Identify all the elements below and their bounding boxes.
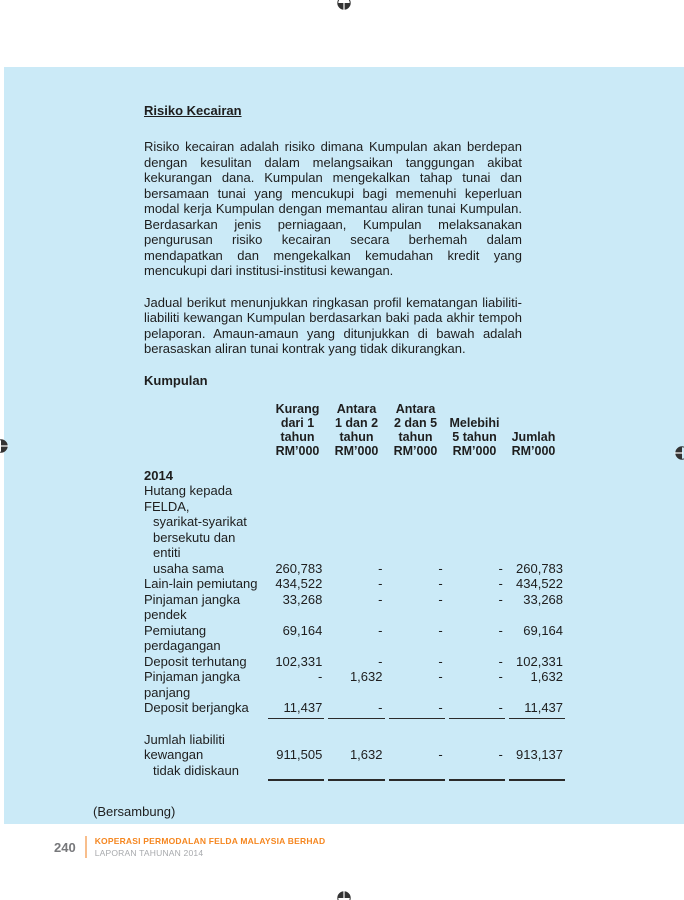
column-header-line: RM’000 <box>393 443 438 458</box>
cell-value: 1,632 <box>530 669 564 684</box>
table-row <box>144 654 565 670</box>
cell-value: - <box>328 700 384 719</box>
row-label <box>144 654 264 670</box>
column-header-3 <box>447 416 502 458</box>
page-footer <box>54 836 325 858</box>
row-label-line: Pinjaman jangka <box>144 669 241 684</box>
cell-value: 434,522 <box>275 576 323 591</box>
section-title: Risiko Kecairan <box>144 103 242 118</box>
column-header-line: tahun <box>398 429 433 444</box>
row-label <box>144 700 264 716</box>
row-label-line: usaha sama <box>153 560 224 576</box>
row-label-line: Jumlah liabiliti <box>144 731 225 747</box>
group-heading: Kumpulan <box>144 372 208 388</box>
cell-value: 33,268 <box>282 591 323 607</box>
table-row <box>144 669 565 700</box>
cell-value: - <box>498 591 503 607</box>
column-header-line: 2 dan 5 <box>393 415 438 430</box>
column-header-line: tahun <box>339 429 374 444</box>
column-header-1 <box>329 402 384 458</box>
cell-value: - <box>498 653 503 669</box>
table-row <box>144 576 565 592</box>
cell-value: - <box>449 700 505 719</box>
footer-report-title: LAPORAN TAHUNAN 2014 <box>94 848 204 858</box>
row-label-line: perdagangan <box>144 638 221 653</box>
column-header-line: Antara <box>336 401 377 416</box>
row-label <box>144 623 264 654</box>
cell-value: 102,331 <box>275 653 323 669</box>
table-year-label: 2014 <box>144 467 173 483</box>
maturity-table <box>144 402 565 781</box>
registration-mark-top-icon <box>336 0 352 11</box>
column-header-line: RM’000 <box>511 443 556 458</box>
table-row <box>144 623 565 654</box>
cell-value: - <box>438 576 443 591</box>
cell-value: 102,331 <box>516 653 564 669</box>
column-header-line: dari 1 <box>280 415 315 430</box>
cell-value: 260,783 <box>516 560 564 576</box>
row-label-line: Deposit terhutang <box>144 653 247 669</box>
column-header-line: tahun <box>280 429 315 444</box>
row-label <box>144 732 264 779</box>
cell-value: 434,522 <box>516 576 564 591</box>
cell-value: 911,505 <box>268 732 324 781</box>
row-label-line: tidak didiskaun <box>153 762 239 778</box>
cell-value: 11,437 <box>268 700 324 719</box>
column-header-line: RM’000 <box>452 443 497 458</box>
cell-value: 33,268 <box>523 591 564 607</box>
table-header-row <box>144 402 565 458</box>
cell-value: - <box>498 560 503 576</box>
column-header-0 <box>270 402 325 458</box>
registration-mark-left-icon <box>0 438 9 454</box>
cell-value: - <box>438 591 443 607</box>
column-header-line: Jumlah <box>511 429 556 444</box>
row-label-line: bersekutu dan entiti <box>153 529 236 560</box>
registration-mark-right-icon <box>674 445 684 461</box>
cell-value: - <box>389 732 445 781</box>
column-header-line: 5 tahun <box>452 429 497 444</box>
cell-value: - <box>498 622 503 638</box>
cell-value: 1,632 <box>349 669 383 684</box>
table-body <box>144 483 565 781</box>
row-label-line: panjang <box>144 684 191 700</box>
footer-company-name: KOPERASI PERMODALAN FELDA MALAYSIA BERHAD <box>94 836 326 846</box>
continuation-note: (Bersambung) <box>93 804 176 819</box>
cell-value: - <box>378 591 383 607</box>
row-label-line: Pinjaman jangka <box>144 591 241 607</box>
cell-value: - <box>449 732 505 781</box>
cell-value: - <box>378 622 383 638</box>
column-header-line: RM’000 <box>275 443 320 458</box>
cell-value: - <box>378 576 383 591</box>
cell-value: 913,137 <box>509 732 565 781</box>
table-row <box>144 700 565 719</box>
column-header-line: RM’000 <box>334 443 379 458</box>
row-label-line: syarikat-syarikat <box>153 514 247 529</box>
cell-value: - <box>317 669 323 684</box>
cell-value: - <box>498 669 503 684</box>
cell-value: 260,783 <box>275 560 323 576</box>
row-label <box>144 669 264 700</box>
column-header-line: Antara <box>395 401 436 416</box>
page-number: 240 <box>54 839 76 855</box>
cell-value: - <box>389 700 445 719</box>
cell-value: 69,164 <box>523 622 564 638</box>
paragraph-liquidity-risk: Risiko kecairan adalah risiko dimana Kumpulan akan berdepan dengan kesulitan dalam melangsaikan tanggungan akibat kekurangan dana. Kumpulan mengekalkan tahap tunai dan bersamaan tunai yang mencukupi bagi memenuhi keperluan modal kerja Kumpulan dengan memantau aliran tunai Kumpulan. Berdasarkan jenis perniagaan, Kumpulan melaksanakan pengurusan risiko kecairan secara berhemah dalam mendapatkan dan mengekalkan kemudahan kredit yang mencukupi dari institusi-institusi kewangan. <box>144 139 522 278</box>
column-header-2 <box>388 402 443 458</box>
table-row <box>144 732 565 781</box>
table-row <box>144 483 565 576</box>
cell-value: - <box>438 669 443 684</box>
cell-value: - <box>378 560 383 576</box>
note-section <box>144 103 565 781</box>
column-header-line: Melebihi <box>449 415 500 430</box>
row-label-line: kewangan <box>144 747 204 762</box>
paragraph-maturity-profile: Jadual berikut menunjukkan ringkasan profil kematangan liabiliti-liabiliti kewangan Kumpulan berdasarkan baki pada akhir tempoh pelaporan. Amaun-amaun yang ditunjukkan di bawah adalah berasaskan aliran tunai kontrak yang tidak dikurangkan. <box>144 294 522 356</box>
footer-text-block <box>87 836 326 858</box>
table-row <box>144 592 565 623</box>
column-header-4 <box>506 430 561 458</box>
row-label <box>144 576 264 592</box>
cell-value: 1,632 <box>328 732 384 781</box>
row-label <box>144 483 264 576</box>
cell-value: - <box>438 622 443 638</box>
cell-value: - <box>498 576 503 591</box>
cell-value: 11,437 <box>509 700 565 719</box>
row-label-line: Hutang kepada FELDA, <box>144 483 233 514</box>
row-label-line: Deposit berjangka <box>144 700 249 715</box>
row-label-line: Lain-lain pemiutang <box>144 576 258 591</box>
cell-value: - <box>438 560 443 576</box>
cell-value: 69,164 <box>282 622 323 638</box>
row-label-line: Pemiutang <box>144 622 207 638</box>
registration-mark-bottom-icon <box>336 890 352 900</box>
row-label-line: pendek <box>144 607 187 622</box>
row-label <box>144 592 264 623</box>
cell-value: - <box>378 653 383 669</box>
cell-value: - <box>438 653 443 669</box>
column-header-line: Kurang <box>275 401 320 416</box>
column-header-line: 1 dan 2 <box>334 415 379 430</box>
